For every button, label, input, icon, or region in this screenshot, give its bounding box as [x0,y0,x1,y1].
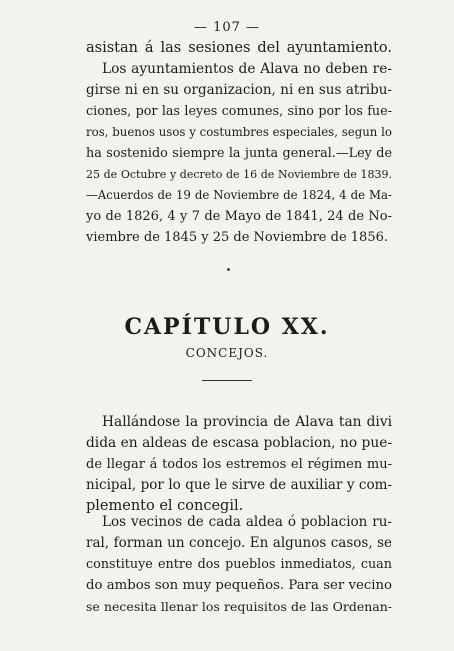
text-line: plemento el concegil. [86,498,244,514]
text-line: ral, forman un concejo. En algunos casos, se [86,535,392,551]
ink-dot [227,268,230,271]
top-paragraph [86,38,392,248]
text-line: do ambos son muy pequeños. Para ser vecino [86,578,392,593]
chapter-title: CAPÍTULO XX. [124,314,330,340]
page-number: — 107 — [193,20,261,35]
text-line: Los ayuntamientos de Alava no deben re- [102,61,392,77]
text-line: de llegar á todos los estremos el régimen mu- [86,457,392,472]
text-line: asistan á las sesiones del ayuntamiento. [86,40,392,56]
text-line: constituye entre dos pueblos inmediatos, cuan [86,557,392,572]
body-paragraph-2 [86,512,392,617]
text-line: girse ni en su organizacion, ni en sus atribu- [86,82,392,98]
text-line: nicipal, por lo que le sirve de auxiliar y com- [86,477,392,493]
text-line: Los vecinos de cada aldea ó poblacion ru- [102,514,392,530]
text-line: yo de 1826, 4 y 7 de Mayo de 1841, 24 de No- [86,209,392,224]
text-line: viembre de 1845 y 25 de Noviembre de 1856. [86,230,388,245]
body-paragraph-1 [86,412,392,517]
section-divider [202,380,252,381]
chapter-subtitle: CONCEJOS. [185,346,269,360]
text-line: Hallándose la provincia de Alava tan divi [102,414,392,430]
text-line: —Acuerdos de 19 de Noviembre de 1824, 4 de Ma- [86,188,392,202]
text-line: ciones, por las leyes comunes, sino por los fue- [86,104,392,119]
text-line: ha sostenido siempre la junta general.—Ley de [86,146,392,161]
text-line: ros, buenos usos y costumbres especiales, segun lo [86,125,392,139]
text-line: 25 de Octubre y decreto de 16 de Noviembre de 1839. [86,168,392,181]
text-line: se necesita llenar los requisitos de las Ordenan- [86,599,392,614]
text-line: dida en aldeas de escasa poblacion, no pue- [86,435,392,451]
